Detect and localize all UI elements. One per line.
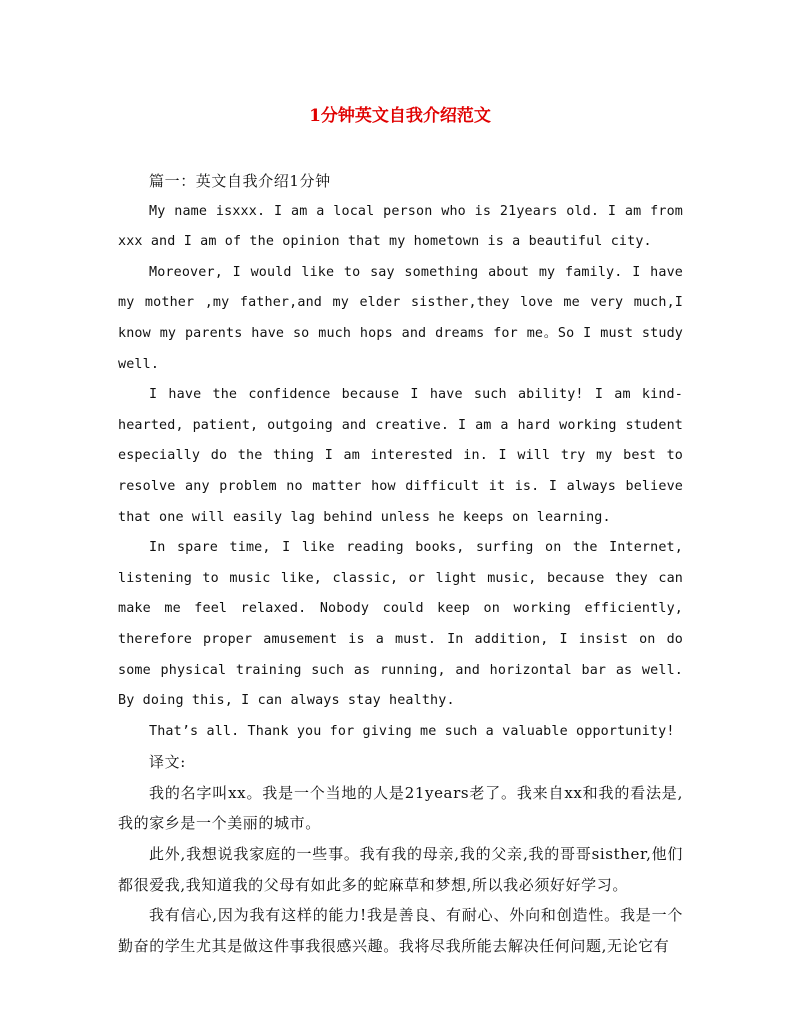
chinese-paragraph-character: 我有信心,因为我有这样的能力!我是善良、有耐心、外向和创造性。我是一个勤奋的学生尤其是做这件事我很感兴趣。我将尽我所能去解决任何问题,无论它有 [118,906,683,955]
english-paragraph-intro: My name isxxx. I am a local person who is 21years old. I am from xxx and I am of the opinion that my hometown is a beautiful city. [118,203,683,250]
english-paragraph-family: Moreover, I would like to say something about my family. I have my mother ,my father,and my elder sisther,they love me very much,I know my parents have so much hops and dreams for me。So I must study well. [118,264,683,372]
section-heading: 篇一：英文自我介绍1分钟 [149,172,331,190]
document-body [118,166,683,961]
chinese-paragraph-intro: 我的名字叫xx。我是一个当地的人是21years老了。我来自xx和我的看法是,我的家乡是一个美丽的城市。 [118,783,683,833]
english-paragraph-hobbies: In spare time, I like reading books, surfing on the Internet, listening to music like, classic, or light music, because they can make me feel relaxed. Nobody could keep on working efficiently, therefore proper amusement is a must. In addition, I insist on do some physical training such as running, and horizontal bar as well. By doing this, I can always stay healthy. [118,540,683,709]
english-paragraph-closing: That’s all. Thank you for giving me such a valuable opportunity! [149,723,675,739]
english-paragraph-character: I have the confidence because I have such ability! I am kind-hearted, patient, outgoing and creative. I am a hard working student especially do the thing I am interested in. I will try my best to resolve any problem no matter how difficult it is. I always believe that one will easily lag behind unless he keeps on learning. [118,387,683,525]
document-title: 1分钟英文自我介绍范文 [309,106,491,126]
chinese-paragraph-family: 此外,我想说我家庭的一些事。我有我的母亲,我的父亲,我的哥哥sisther,他们都很爱我,我知道我的父母有如此多的蛇麻草和梦想,所以我必须好好学习。 [118,845,683,894]
translation-label: 译文: [149,753,186,772]
